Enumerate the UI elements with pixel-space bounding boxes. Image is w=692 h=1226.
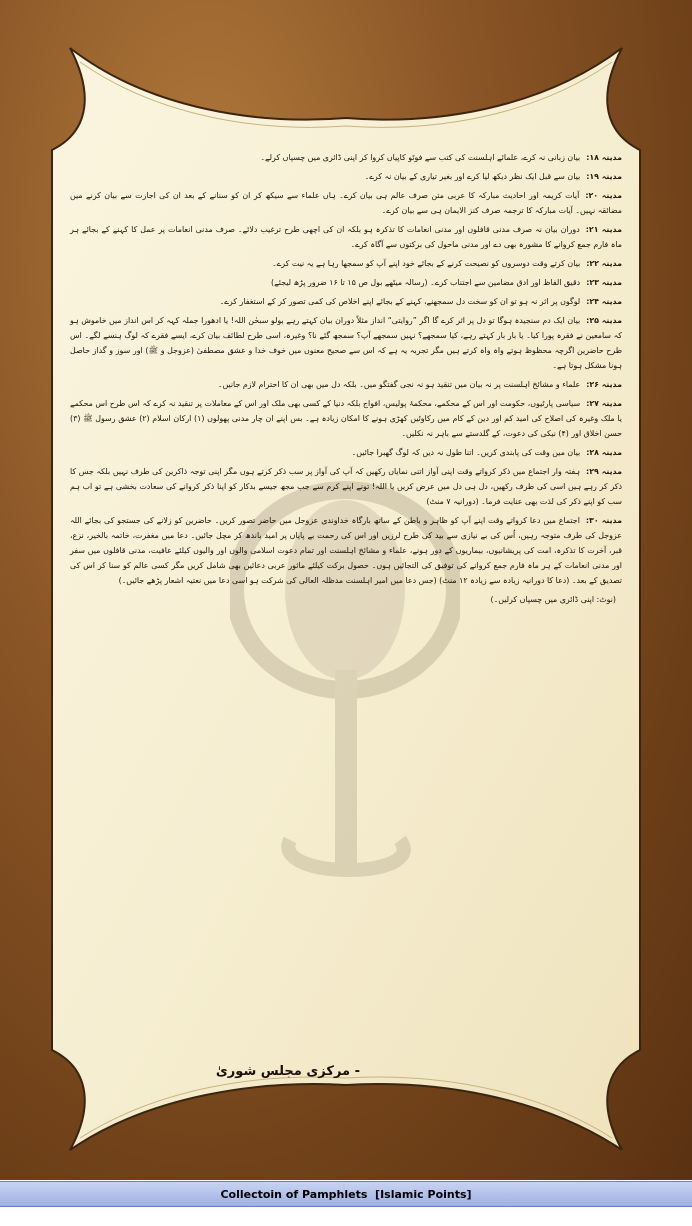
item-text: دقیق الفاظ اور ادق مضامین سے اجتناب کرے۔ (رسالہ میٹھے بول ص ۱۵ تا ۱۶ ضرور پڑھ لیجئے) xyxy=(271,278,581,288)
guideline-item xyxy=(70,377,622,392)
guideline-item xyxy=(70,275,622,290)
item-text: بیان کرتے وقت دوسروں کو نصیحت کرنے کے بجائے خود اپنے آپ کو سمجھا رہا ہے یہ نیت کرے۔ xyxy=(271,259,581,269)
item-label: مدینہ ۲۴: xyxy=(586,297,622,307)
guideline-item xyxy=(70,445,622,460)
item-text: (نوٹ: اپنی ڈائری میں چسپاں کرلیں۔) xyxy=(490,595,616,605)
guideline-item xyxy=(70,150,622,165)
item-text: آیات کریمہ اور احادیث مبارکہ کا عربی متن صرف عالم ہی بیان کرے۔ ہاں علماء سے سیکھ کر ان کو سنانے کے بعد ان کی اجازت سے بیان کرنے میں مضائقہ نہیں۔ آیات مبارکہ کا ترجمہ صرف کنز الایمان ہی سے بیان کرے۔ xyxy=(70,191,622,216)
guideline-item xyxy=(70,464,622,509)
item-label: مدینہ ۲۵: xyxy=(586,316,622,326)
guideline-item xyxy=(70,256,622,271)
item-label: مدینہ ۱۹: xyxy=(586,172,622,182)
guideline-item xyxy=(70,513,622,588)
item-label: مدینہ ۲۰: xyxy=(585,191,622,201)
item-label: مدینہ ۲۸: xyxy=(586,448,622,458)
footer-title: Collectoin of Pamphlets [Islamic Points] xyxy=(220,1187,472,1201)
item-label: مدینہ ۲۷: xyxy=(586,399,622,409)
item-label: مدینہ ۱۸: xyxy=(586,153,622,162)
footer-bar xyxy=(0,1181,692,1207)
guidelines-list xyxy=(70,150,622,1080)
guideline-item xyxy=(70,222,622,252)
guideline-item xyxy=(70,313,622,373)
item-label: مدینہ ۳۰: xyxy=(585,516,622,526)
item-text: لوگوں پر اثر نہ ہو تو ان کو سخت دل سمجھنے، کہنے کے بجائے اپنے اخلاص کی کمی تصور کر کے استغفار کرے۔ xyxy=(219,297,581,307)
guideline-item xyxy=(70,294,622,309)
item-label: مدینہ ۲۱: xyxy=(585,225,622,235)
item-label: مدینہ ۲۳: xyxy=(586,278,622,288)
item-text: دوران بیان نہ صرف مدنی قافلوں اور مدنی انعامات کا تذکرہ ہو بلکہ ان کی اچھی طرح ترغیب دلائے۔ صرف مدنی انعامات پر عمل کا کہنے کے بجائے ہر ماہ فارم جمع کروانے کا مشورہ بھی دے اور مدنی ماحول کی برکتوں سے آگاہ کرے۔ xyxy=(70,225,622,250)
item-text: بیان ایک دم سنجیدہ ہوگا تو دل پر اثر کرے گا اگر ”روایتی“ انداز مثلاً دوران بیان کہتے رہے بولو سبحٰن اللہ! یا ادھورا جملہ کہہ کر اس انداز میں خاموش ہو کہ سامعین نے فقرہ پورا کیا۔ یا بار بار کہتے رہے، کیا سمجھے؟ نہیں سمجھے آپ؟ سمجھ گئے نا؟ وغیرہ، اسی طرح لطائف بیان کرے، ایسے فقرے کہ لوگ ہنسے لگے۔ اس طرح حاضرین اگرچہ محظوظ ہوتے واہ واہ کرتے ہیں مگر تجربہ یہ ہے کہ اس سے صحیح معنوں میں خوف خدا و عشق مصطفیٰ (عزوجل و ﷺ) اور سوز و گداز حاصل ہونا مشکل ہوتا ہے۔ xyxy=(70,316,622,371)
signature: - مرکزی مجلس شوریٰ xyxy=(215,1064,360,1079)
item-text: بیان زبانی نہ کرے، علمائے اہلسنت کی کتب سے فوٹو کاپیاں کروا کر اپنی ڈائری میں چسپاں کرلے۔ xyxy=(260,153,581,162)
item-label: مدینہ ۲۶: xyxy=(586,380,622,390)
item-label: مدینہ ۲۹: xyxy=(586,467,622,477)
guideline-item xyxy=(70,188,622,218)
item-text: بیان سے قبل ایک نظر دیکھ لیا کرے اور بغیر تیاری کے بیان نہ کرے۔ xyxy=(364,172,581,182)
guideline-item xyxy=(70,169,622,184)
guideline-item xyxy=(70,396,622,441)
item-label: مدینہ ۲۲: xyxy=(586,259,622,269)
item-text: اجتماع میں دعا کرواتے وقت اپنے آپ کو ظاہر و باطن کے ساتھ بارگاہ خداوندی عزوجل میں حاضر تصور کریں۔ حاضرین کو زلانے کی جستجو کی بجائے اللہ عزوجل کی طرف متوجہ رہیں، اُس کی بے نیازی سے بید کی طرح لرزیں اور اس کی رحمت بے پایاں پر امید باندھ کر مچل جائیں۔ دعا میں مغفرت، خاتمہ بالخیر، نزع، قبر، آخرت کا تذکرہ، امت کی پریشانیوں، بیماریوں کے دور ہونے، علماء و مشائخ اہلسنت اور تمام دعوت اسلامی والوں اور والیوں کیلئے عافیت، مدنی قافلوں میں سفر اور مدنی انعامات کے ہر ماہ فارم جمع کروانے کی توفیق کی التجائیں ہوں۔ حصول برکت کیلئے ماثور عربی دعائیں بھی شامل کریں مگر کسی عالم کو سنا کر اس کی تصدیق کے بعد۔ (دعا کا دورانیہ زیادہ سے زیادہ ۱۲ منٹ) (جس دعا میں امیر اہلسنت مدظلہ العالی کی شرکت ہو اسی دعا میں نعتیہ اشعار پڑھے جائیں۔) xyxy=(70,516,622,586)
item-text: بیان میں وقت کی پابندی کریں۔ اتنا طول نہ دیں کہ لوگ گھبرا جائیں۔ xyxy=(351,448,581,458)
item-text: ہفتہ وار اجتماع میں ذکر کرواتے وقت اپنی آواز اتنی نمایاں رکھیں کہ آپ کی آواز پر سب ذکر کرتے ہوں مگر اپنی توجہ ذاکرین کی طرف نہیں بلکہ جس کا ذکر کر رہے ہیں اسی کی طرف رکھیں، دل ہی دل میں عرض کریں یا اللہ! تونے اپنے کرم سے جب مجھ جیسے بدکار کو اپنا ذکر کروانے کی سعادت بخشی ہے تو اب ہم سب کو اپنے ذکر کی لذت بھی عنایت فرما۔ (دورانیہ ۷ منٹ) xyxy=(70,467,622,507)
item-text: سیاسی پارٹیوں، حکومت اور اس کے محکمے، محکمۂ پولیس، افواج بلکہ دنیا کے کسی بھی ملک اور اس کے معاملات پر تنقید نہ کرے کہ اس طرح اس محکمے یا ملک وغیرہ کی اصلاح کی امید کم اور دین کے کام میں رکاوٹیں کھڑی ہونے کا امکان زیادہ ہے۔ بس اپنے ان چار مدنی پھولوں (۱) ارکان اسلام (۲) عشق رسول ﷺ (۳) حسن اخلاق اور (۴) نیکی کی دعوت، کے گلدستے سے باہر نہ نکلیں۔ xyxy=(70,399,622,439)
item-text: علماء و مشائخ اہلسنت پر نہ بیان میں تنقید ہو نہ نجی گفتگو میں۔ بلکہ دل میں بھی ان کا احترام لازم جانیں۔ xyxy=(217,380,581,390)
note-item xyxy=(70,592,622,607)
